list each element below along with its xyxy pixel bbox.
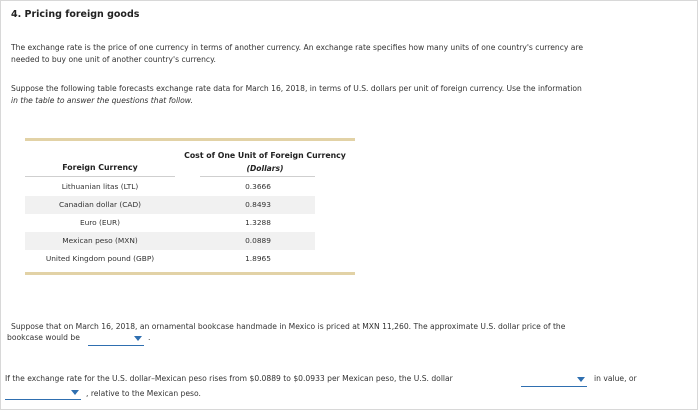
currency-cell: Euro (EUR) (79, 218, 121, 227)
dollar-value-change-dropdown[interactable] (521, 374, 587, 387)
cost-cell: 1.3288 (245, 218, 271, 227)
col-cost-subheader: (Dollars) (246, 164, 284, 173)
currency-cell: Mexican peso (MXN) (62, 236, 138, 245)
intro-line-2: needed to buy one unit of another country's currency. (11, 55, 216, 64)
col-cost-header: Cost of One Unit of Foreign Currency (184, 151, 346, 160)
table-row (25, 250, 315, 268)
intro-line-1: The exchange rate is the price of one currency in terms of another currency. An exchange rate specifies how many units of one country's currency are (11, 43, 584, 52)
header-underline-right (200, 176, 315, 177)
q1-line-2-suffix: . (148, 333, 151, 342)
q2-line-1-suffix: in value, or (594, 374, 637, 383)
table-row (25, 214, 315, 232)
cost-cell: 0.3666 (245, 182, 271, 191)
cost-cell: 0.8493 (245, 200, 271, 209)
col-currency-header: Foreign Currency (62, 163, 138, 172)
table-bottom-rule (25, 272, 355, 275)
appreciation-depreciation-dropdown[interactable] (5, 387, 81, 400)
q2-line-2-suffix: , relative to the Mexican peso. (86, 389, 201, 398)
table-row (25, 178, 315, 196)
q1-line-1: Suppose that on March 16, 2018, an ornamental bookcase handmade in Mexico is priced at MXN 11,260. The approximate U.S. dollar price of the (11, 322, 566, 331)
table-row (25, 196, 315, 214)
q1-line-2-prefix: bookcase would be (7, 333, 80, 342)
q2-line-1-prefix: If the exchange rate for the U.S. dollar–Mexican peso rises from $0.0889 to $0.0933 per Mexican peso, the U.S. dollar (5, 374, 453, 383)
chevron-down-icon (134, 336, 142, 341)
table-top-rule (25, 138, 355, 141)
question-title: 4. Pricing foreign goods (11, 9, 140, 20)
setup-line-2: in the table to answer the questions that follow. (11, 96, 193, 105)
setup-line-1: Suppose the following table forecasts exchange rate data for March 16, 2018, in terms of U.S. dollars per unit of foreign currency. Use the information (11, 84, 582, 93)
chevron-down-icon (577, 377, 585, 382)
currency-cell: Lithuanian litas (LTL) (61, 182, 139, 191)
bookcase-price-dropdown[interactable] (88, 333, 144, 346)
currency-cell: United Kingdom pound (GBP) (45, 254, 155, 263)
cost-cell: 0.0889 (245, 236, 271, 245)
chevron-down-icon (71, 390, 79, 395)
header-underline-left (25, 176, 175, 177)
cost-cell: 1.8965 (245, 254, 271, 263)
currency-cell: Canadian dollar (CAD) (58, 200, 142, 209)
table-row (25, 232, 315, 250)
